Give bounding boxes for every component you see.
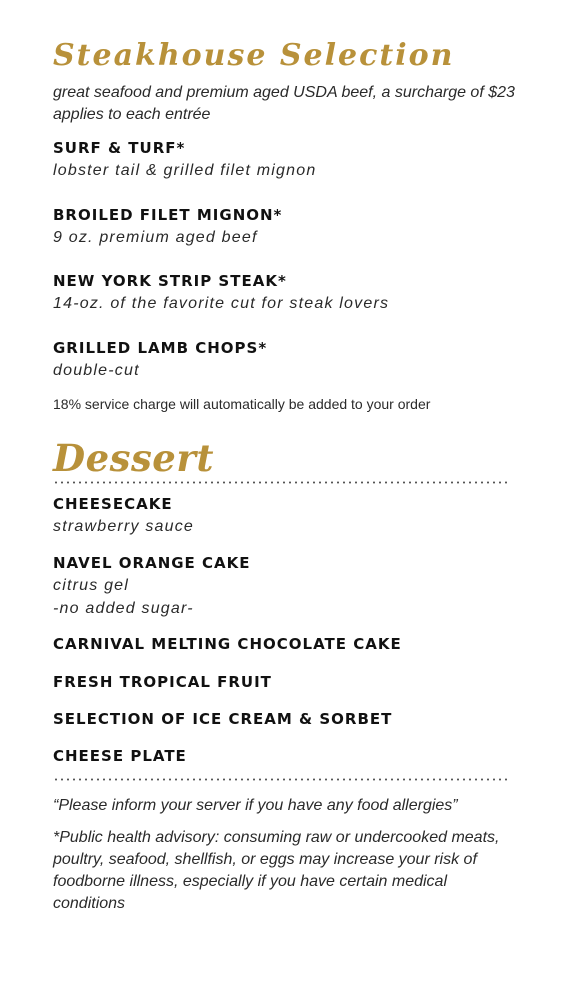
menu-item-description: strawberry sauce [53,518,195,535]
menu-item-name: CHEESECAKE [53,495,173,513]
menu-item-description: double-cut [53,362,140,379]
steakhouse-title: Steakhouse Selection [53,38,455,73]
menu-item-name: NAVEL ORANGE CAKE [53,554,251,572]
menu-item-name: FRESH TROPICAL FRUIT [53,673,272,691]
dotted-divider [53,481,509,484]
menu-item-description: -no added sugar- [53,600,194,617]
menu-item-name: BROILED FILET MIGNON* [53,206,283,224]
menu-item-name: GRILLED LAMB CHOPS* [53,339,268,357]
allergy-note: “Please inform your server if you have any food allergies” [53,797,458,814]
menu-item-description: 9 oz. premium aged beef [53,229,258,246]
health-advisory: *Public health advisory: consuming raw or undercooked meats, poultry, seafood, shellfish, or eggs may increase your risk of foodborne illness, especially if you have certain medical conditions [53,829,500,912]
menu-item-name: CARNIVAL MELTING CHOCOLATE CAKE [53,635,402,653]
service-charge-note: 18% service charge will automatically be added to your order [53,396,431,412]
menu-item-description: 14-oz. of the favorite cut for steak lovers [53,295,390,312]
steakhouse-intro: great seafood and premium aged USDA beef, a surcharge of $23 applies to each entrée [53,84,515,123]
menu-item-name: NEW YORK STRIP STEAK* [53,272,287,290]
menu-item-name: SURF & TURF* [53,139,186,157]
menu-item-description: lobster tail & grilled filet mignon [53,162,317,179]
dotted-divider [53,778,509,781]
dessert-title: Dessert [53,436,214,480]
menu-item-name: SELECTION OF ICE CREAM & SORBET [53,710,393,728]
menu-item-description: citrus gel [53,577,130,594]
menu-item-name: CHEESE PLATE [53,747,187,765]
